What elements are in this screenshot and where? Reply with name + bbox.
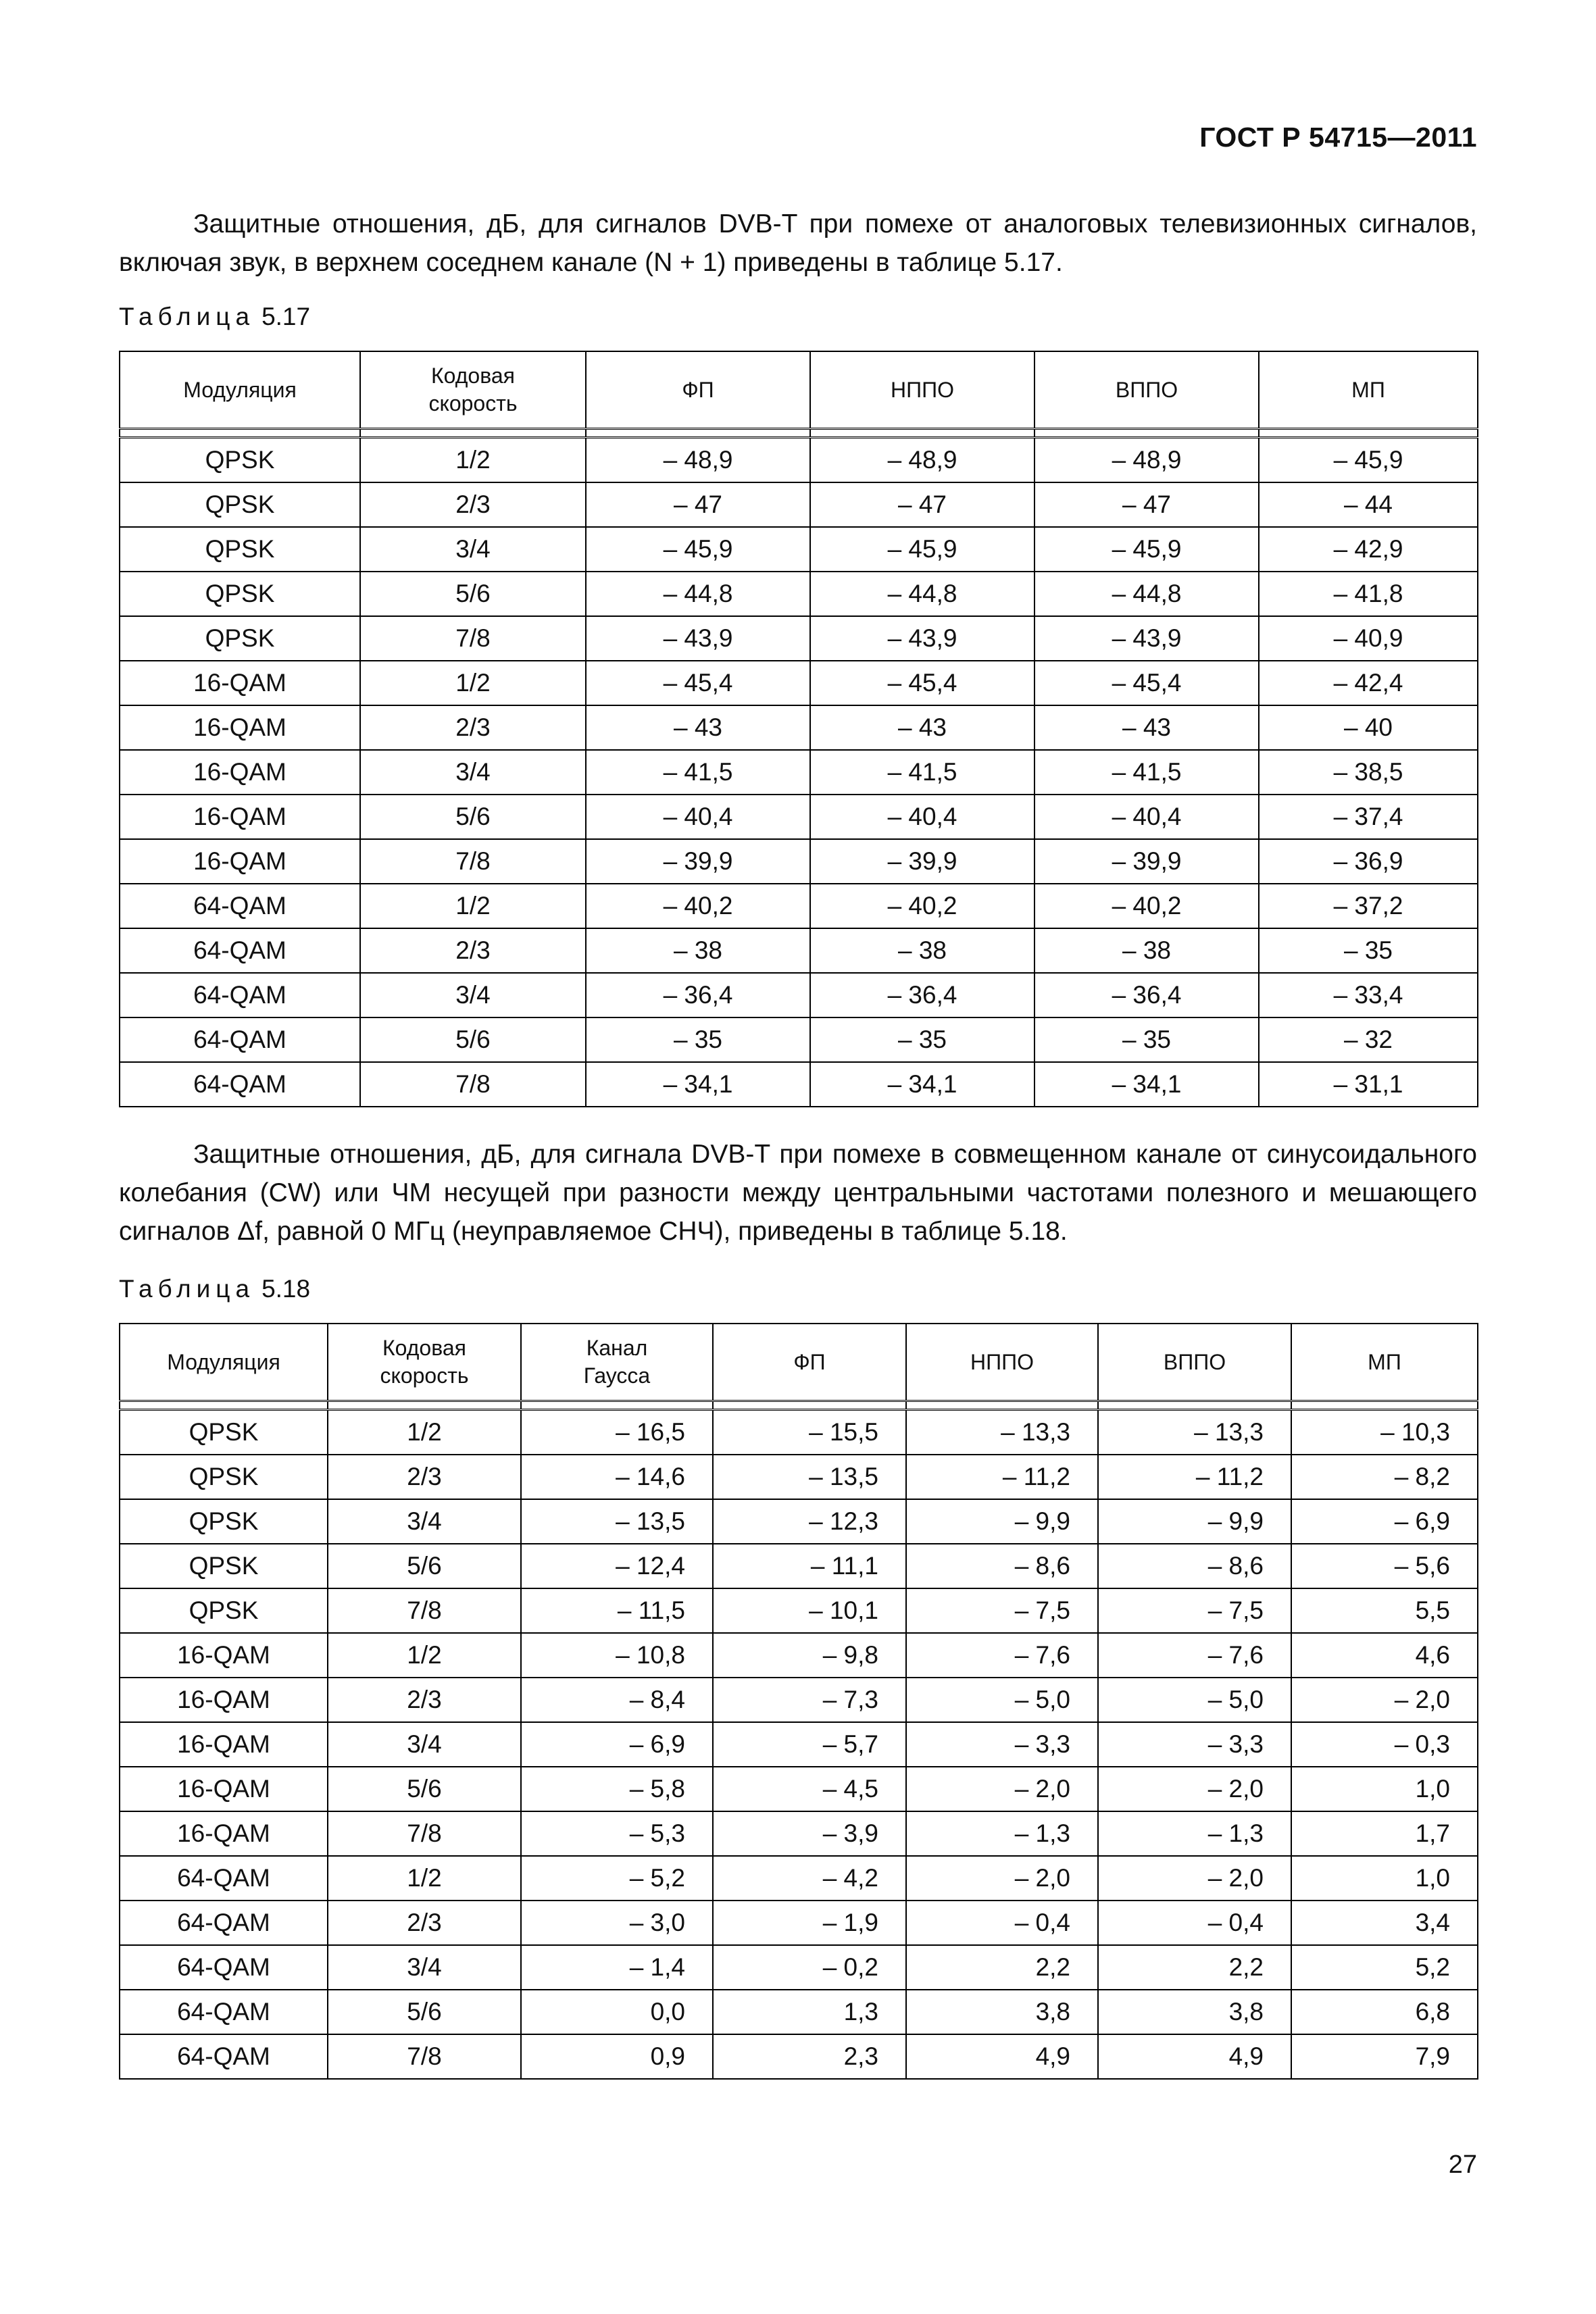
table-cell: – 38 bbox=[1034, 928, 1259, 973]
paragraph-text: Защитные отношения, дБ, для сигналов DVB-T при помехе от аналоговых телевизионных сигналов, включая звук, в верхнем соседнем канале (N + 1) приведены в таблице 5.17. bbox=[119, 209, 1477, 277]
table-cell: – 4,5 bbox=[713, 1767, 906, 1811]
table-cell: – 38,5 bbox=[1259, 750, 1478, 795]
table-cell: – 36,4 bbox=[810, 973, 1034, 1017]
table-cell: – 44 bbox=[1259, 482, 1478, 527]
column-header: Модуляция bbox=[120, 351, 360, 429]
table-cell: – 2,0 bbox=[1291, 1678, 1478, 1722]
table-row bbox=[120, 839, 1478, 884]
table-cell: 64-QAM bbox=[120, 1017, 360, 1062]
table-cell: – 10,3 bbox=[1291, 1410, 1478, 1455]
table-cell: – 9,9 bbox=[906, 1499, 1098, 1544]
table-cell: – 43,9 bbox=[810, 616, 1034, 661]
table-cell: – 5,2 bbox=[521, 1856, 713, 1901]
table-cell: – 12,4 bbox=[521, 1544, 713, 1588]
table-cell: – 1,4 bbox=[521, 1945, 713, 1990]
table-cell: – 0,4 bbox=[1098, 1901, 1291, 1945]
table-cell: – 48,9 bbox=[810, 438, 1034, 483]
table-cell: – 3,0 bbox=[521, 1901, 713, 1945]
table-cell: – 7,5 bbox=[906, 1588, 1098, 1633]
table-cell: 16-QAM bbox=[120, 1811, 328, 1856]
column-header: МП bbox=[1291, 1324, 1478, 1401]
table-cell: QPSK bbox=[120, 1544, 328, 1588]
table-cell: – 8,4 bbox=[521, 1678, 713, 1722]
table-cell: 64-QAM bbox=[120, 2034, 328, 2079]
table-row bbox=[120, 1588, 1478, 1633]
table-cell: 7/8 bbox=[360, 839, 586, 884]
table-cell: – 10,8 bbox=[521, 1633, 713, 1678]
table-row bbox=[120, 1499, 1478, 1544]
paragraph-table-5-18-intro bbox=[119, 1135, 1477, 1251]
table-cell: 6,8 bbox=[1291, 1990, 1478, 2034]
table-cell: 64-QAM bbox=[120, 1062, 360, 1107]
table-cell: – 45,4 bbox=[810, 661, 1034, 705]
table-cell: – 40,2 bbox=[1034, 884, 1259, 928]
table-cell: – 8,6 bbox=[1098, 1544, 1291, 1588]
paragraph-text: Защитные отношения, дБ, для сигнала DVB-T при помехе в совмещенном канале от синусоидального колебания (CW) или ЧМ несущей при разности между центральными частотами полезного и мешающего сигналов Δf, равной 0 МГц (неуправляемое СНЧ), приведены в таблице 5.18. bbox=[119, 1140, 1477, 1246]
column-header: ФП bbox=[586, 351, 810, 429]
column-header: Кодовая скорость bbox=[328, 1324, 521, 1401]
table-row bbox=[120, 438, 1478, 483]
table-cell: 5,5 bbox=[1291, 1588, 1478, 1633]
table-cell: – 39,9 bbox=[1034, 839, 1259, 884]
table-cell: – 44,8 bbox=[810, 572, 1034, 616]
table-row bbox=[120, 572, 1478, 616]
table-cell: – 35 bbox=[1259, 928, 1478, 973]
column-header: МП bbox=[1259, 351, 1478, 429]
table-cell: 5,2 bbox=[1291, 1945, 1478, 1990]
table-cell: QPSK bbox=[120, 1455, 328, 1499]
table-cell: 2,3 bbox=[713, 2034, 906, 2079]
table-cell: 2/3 bbox=[360, 482, 586, 527]
table-cell: 3/4 bbox=[360, 973, 586, 1017]
table-cell: – 3,3 bbox=[906, 1722, 1098, 1767]
table-cell: – 35 bbox=[1034, 1017, 1259, 1062]
table-cell: – 10,1 bbox=[713, 1588, 906, 1633]
table-cell: – 36,4 bbox=[586, 973, 810, 1017]
table-cell: QPSK bbox=[120, 572, 360, 616]
table-cell: – 48,9 bbox=[586, 438, 810, 483]
table-cell: – 41,8 bbox=[1259, 572, 1478, 616]
table-cell: QPSK bbox=[120, 527, 360, 572]
table-cell: – 11,1 bbox=[713, 1544, 906, 1588]
table-cell: – 40,4 bbox=[1034, 795, 1259, 839]
table-cell: 16-QAM bbox=[120, 1722, 328, 1767]
column-header: ФП bbox=[713, 1324, 906, 1401]
table-cell: 64-QAM bbox=[120, 1856, 328, 1901]
table-cell: – 13,3 bbox=[1098, 1410, 1291, 1455]
table-cell: QPSK bbox=[120, 1499, 328, 1544]
table-cell: – 44,8 bbox=[586, 572, 810, 616]
table-cell: 7/8 bbox=[328, 1588, 521, 1633]
table-cell: – 36,4 bbox=[1034, 973, 1259, 1017]
table-row bbox=[120, 527, 1478, 572]
table-cell: – 32 bbox=[1259, 1017, 1478, 1062]
table-cell: 3/4 bbox=[328, 1722, 521, 1767]
table-cell: – 2,0 bbox=[906, 1856, 1098, 1901]
table-cell: – 41,5 bbox=[586, 750, 810, 795]
table-cell: 1,0 bbox=[1291, 1856, 1478, 1901]
table-row bbox=[120, 1945, 1478, 1990]
column-header: Модуляция bbox=[120, 1324, 328, 1401]
table-cell: – 43,9 bbox=[586, 616, 810, 661]
table-cell: 3/4 bbox=[360, 527, 586, 572]
table-cell: – 7,6 bbox=[1098, 1633, 1291, 1678]
table-cell: – 35 bbox=[586, 1017, 810, 1062]
table-cell: – 35 bbox=[810, 1017, 1034, 1062]
page-number: 27 bbox=[1448, 2150, 1477, 2179]
table-cell: 7/8 bbox=[328, 2034, 521, 2079]
table-cell: – 43,9 bbox=[1034, 616, 1259, 661]
table-cell: 16-QAM bbox=[120, 839, 360, 884]
column-header: ВППО bbox=[1098, 1324, 1291, 1401]
table-cell: – 40,2 bbox=[810, 884, 1034, 928]
table-cell: 3,8 bbox=[1098, 1990, 1291, 2034]
table-row bbox=[120, 1633, 1478, 1678]
table-cell: – 9,8 bbox=[713, 1633, 906, 1678]
table-row bbox=[120, 1722, 1478, 1767]
table-row bbox=[120, 1544, 1478, 1588]
table-cell: – 40,4 bbox=[810, 795, 1034, 839]
table-cell: – 5,0 bbox=[906, 1678, 1098, 1722]
table-cell: 16-QAM bbox=[120, 705, 360, 750]
table-cell: 5/6 bbox=[360, 572, 586, 616]
table-cell: – 33,4 bbox=[1259, 973, 1478, 1017]
table-cell: 4,9 bbox=[906, 2034, 1098, 2079]
table-cell: 5/6 bbox=[328, 1544, 521, 1588]
table-cell: – 37,2 bbox=[1259, 884, 1478, 928]
table-5-18-caption bbox=[119, 1275, 310, 1303]
caption-number: 5.17 bbox=[261, 303, 311, 330]
table-cell: – 5,6 bbox=[1291, 1544, 1478, 1588]
table-cell: – 3,9 bbox=[713, 1811, 906, 1856]
table-cell: 3/4 bbox=[328, 1499, 521, 1544]
caption-word: Таблица bbox=[119, 303, 255, 330]
table-cell: – 6,9 bbox=[1291, 1499, 1478, 1544]
document-header: ГОСТ Р 54715—2011 bbox=[1199, 122, 1477, 153]
table-cell: – 39,9 bbox=[810, 839, 1034, 884]
table-cell: – 11,5 bbox=[521, 1588, 713, 1633]
table-cell: – 6,9 bbox=[521, 1722, 713, 1767]
table-cell: – 0,3 bbox=[1291, 1722, 1478, 1767]
table-cell: 2/3 bbox=[360, 928, 586, 973]
table-cell: 2,2 bbox=[906, 1945, 1098, 1990]
table-cell: 4,6 bbox=[1291, 1633, 1478, 1678]
table-row bbox=[120, 616, 1478, 661]
table-cell: – 47 bbox=[810, 482, 1034, 527]
table-cell: 16-QAM bbox=[120, 661, 360, 705]
table-cell: 1,7 bbox=[1291, 1811, 1478, 1856]
table-cell: QPSK bbox=[120, 1410, 328, 1455]
table-cell: – 42,9 bbox=[1259, 527, 1478, 572]
table-cell: – 7,6 bbox=[906, 1633, 1098, 1678]
table-cell: – 43 bbox=[810, 705, 1034, 750]
table-cell: 2/3 bbox=[360, 705, 586, 750]
table-cell: 1/2 bbox=[360, 884, 586, 928]
table-cell: – 47 bbox=[586, 482, 810, 527]
table-cell: – 37,4 bbox=[1259, 795, 1478, 839]
table-cell: 5/6 bbox=[328, 1767, 521, 1811]
table-cell: 16-QAM bbox=[120, 1678, 328, 1722]
table-cell: – 40,9 bbox=[1259, 616, 1478, 661]
table-5-17-caption bbox=[119, 303, 310, 331]
table-cell: 0,9 bbox=[521, 2034, 713, 2079]
table-cell: – 7,5 bbox=[1098, 1588, 1291, 1633]
table-cell: – 43 bbox=[1034, 705, 1259, 750]
table-row bbox=[120, 884, 1478, 928]
table-cell: QPSK bbox=[120, 438, 360, 483]
table-cell: – 2,0 bbox=[1098, 1856, 1291, 1901]
table-header-row bbox=[120, 1324, 1478, 1401]
table-cell: 7/8 bbox=[360, 616, 586, 661]
table-cell: – 16,5 bbox=[521, 1410, 713, 1455]
table-cell: – 34,1 bbox=[586, 1062, 810, 1107]
table-cell: 64-QAM bbox=[120, 1990, 328, 2034]
table-cell: – 36,9 bbox=[1259, 839, 1478, 884]
table-row bbox=[120, 1410, 1478, 1455]
table-cell: – 41,5 bbox=[1034, 750, 1259, 795]
table-cell: – 5,8 bbox=[521, 1767, 713, 1811]
table-cell: – 1,3 bbox=[906, 1811, 1098, 1856]
table-cell: – 8,2 bbox=[1291, 1455, 1478, 1499]
table-cell: – 40,2 bbox=[586, 884, 810, 928]
table-cell: – 13,5 bbox=[521, 1499, 713, 1544]
table-cell: QPSK bbox=[120, 1588, 328, 1633]
table-cell: 7/8 bbox=[328, 1811, 521, 1856]
table-cell: 16-QAM bbox=[120, 795, 360, 839]
table-cell: 1/2 bbox=[328, 1856, 521, 1901]
table-5-17 bbox=[119, 351, 1478, 1107]
table-cell: – 48,9 bbox=[1034, 438, 1259, 483]
table-row bbox=[120, 928, 1478, 973]
table-row bbox=[120, 973, 1478, 1017]
table-cell: – 12,3 bbox=[713, 1499, 906, 1544]
table-cell: 7/8 bbox=[360, 1062, 586, 1107]
table-row bbox=[120, 1455, 1478, 1499]
table-cell: – 40,4 bbox=[586, 795, 810, 839]
table-cell: 1/2 bbox=[328, 1410, 521, 1455]
table-cell: 5/6 bbox=[360, 1017, 586, 1062]
table-cell: – 13,5 bbox=[713, 1455, 906, 1499]
table-5-18 bbox=[119, 1323, 1478, 2080]
table-cell: – 40 bbox=[1259, 705, 1478, 750]
table-cell: 3/4 bbox=[328, 1945, 521, 1990]
table-cell: – 5,7 bbox=[713, 1722, 906, 1767]
table-row bbox=[120, 1990, 1478, 2034]
table-cell: – 11,2 bbox=[1098, 1455, 1291, 1499]
table-cell: 3/4 bbox=[360, 750, 586, 795]
table-cell: – 0,2 bbox=[713, 1945, 906, 1990]
table-cell: 1,3 bbox=[713, 1990, 906, 2034]
table-cell: – 41,5 bbox=[810, 750, 1034, 795]
table-row bbox=[120, 482, 1478, 527]
table-cell: 2/3 bbox=[328, 1678, 521, 1722]
table-cell: – 4,2 bbox=[713, 1856, 906, 1901]
table-cell: – 38 bbox=[586, 928, 810, 973]
table-cell: – 9,9 bbox=[1098, 1499, 1291, 1544]
table-cell: 64-QAM bbox=[120, 973, 360, 1017]
column-header: НППО bbox=[810, 351, 1034, 429]
table-cell: 5/6 bbox=[328, 1990, 521, 2034]
table-cell: 3,8 bbox=[906, 1990, 1098, 2034]
table-cell: QPSK bbox=[120, 482, 360, 527]
table-row bbox=[120, 1811, 1478, 1856]
table-cell: 64-QAM bbox=[120, 928, 360, 973]
table-cell: 64-QAM bbox=[120, 884, 360, 928]
table-cell: – 45,9 bbox=[1034, 527, 1259, 572]
table-cell: 5/6 bbox=[360, 795, 586, 839]
table-cell: – 7,3 bbox=[713, 1678, 906, 1722]
table-row bbox=[120, 1017, 1478, 1062]
table-cell: – 0,4 bbox=[906, 1901, 1098, 1945]
table-row bbox=[120, 1856, 1478, 1901]
table-cell: QPSK bbox=[120, 616, 360, 661]
table-cell: – 3,3 bbox=[1098, 1722, 1291, 1767]
table-cell: – 44,8 bbox=[1034, 572, 1259, 616]
table-cell: – 45,9 bbox=[586, 527, 810, 572]
table-cell: – 34,1 bbox=[1034, 1062, 1259, 1107]
table-cell: – 14,6 bbox=[521, 1455, 713, 1499]
column-header: НППО bbox=[906, 1324, 1098, 1401]
table-row bbox=[120, 1901, 1478, 1945]
table-cell: 16-QAM bbox=[120, 1767, 328, 1811]
table-cell: – 43 bbox=[586, 705, 810, 750]
table-cell: – 1,9 bbox=[713, 1901, 906, 1945]
table-cell: – 5,3 bbox=[521, 1811, 713, 1856]
table-cell: – 42,4 bbox=[1259, 661, 1478, 705]
table-cell: – 45,9 bbox=[1259, 438, 1478, 483]
table-cell: – 45,9 bbox=[810, 527, 1034, 572]
table-cell: – 31,1 bbox=[1259, 1062, 1478, 1107]
table-cell: 64-QAM bbox=[120, 1945, 328, 1990]
table-cell: – 13,3 bbox=[906, 1410, 1098, 1455]
table-cell: 2/3 bbox=[328, 1455, 521, 1499]
table-cell: – 45,4 bbox=[586, 661, 810, 705]
paragraph-table-5-17-intro bbox=[119, 205, 1477, 282]
table-row bbox=[120, 1767, 1478, 1811]
table-cell: – 39,9 bbox=[586, 839, 810, 884]
table-cell: – 2,0 bbox=[1098, 1767, 1291, 1811]
table-row bbox=[120, 795, 1478, 839]
table-cell: – 2,0 bbox=[906, 1767, 1098, 1811]
caption-number: 5.18 bbox=[261, 1275, 311, 1303]
table-cell: 1/2 bbox=[360, 438, 586, 483]
column-header: ВППО bbox=[1034, 351, 1259, 429]
table-cell: 2,2 bbox=[1098, 1945, 1291, 1990]
table-cell: – 8,6 bbox=[906, 1544, 1098, 1588]
table-row bbox=[120, 705, 1478, 750]
table-cell: 4,9 bbox=[1098, 2034, 1291, 2079]
table-cell: – 47 bbox=[1034, 482, 1259, 527]
table-cell: 16-QAM bbox=[120, 1633, 328, 1678]
table-cell: 1,0 bbox=[1291, 1767, 1478, 1811]
table-header-row bbox=[120, 351, 1478, 429]
column-header: Кодовая скорость bbox=[360, 351, 586, 429]
table-row bbox=[120, 2034, 1478, 2079]
table-row bbox=[120, 750, 1478, 795]
table-cell: – 15,5 bbox=[713, 1410, 906, 1455]
table-cell: – 11,2 bbox=[906, 1455, 1098, 1499]
table-row bbox=[120, 1678, 1478, 1722]
table-cell: – 34,1 bbox=[810, 1062, 1034, 1107]
column-header: Канал Гаусса bbox=[521, 1324, 713, 1401]
table-row bbox=[120, 1062, 1478, 1107]
table-row bbox=[120, 661, 1478, 705]
table-cell: 7,9 bbox=[1291, 2034, 1478, 2079]
table-cell: 3,4 bbox=[1291, 1901, 1478, 1945]
table-cell: – 38 bbox=[810, 928, 1034, 973]
table-cell: 2/3 bbox=[328, 1901, 521, 1945]
caption-word: Таблица bbox=[119, 1275, 255, 1303]
table-cell: 16-QAM bbox=[120, 750, 360, 795]
table-cell: – 1,3 bbox=[1098, 1811, 1291, 1856]
table-cell: 1/2 bbox=[360, 661, 586, 705]
table-cell: 0,0 bbox=[521, 1990, 713, 2034]
table-cell: 1/2 bbox=[328, 1633, 521, 1678]
table-cell: 64-QAM bbox=[120, 1901, 328, 1945]
table-cell: – 5,0 bbox=[1098, 1678, 1291, 1722]
table-cell: – 45,4 bbox=[1034, 661, 1259, 705]
